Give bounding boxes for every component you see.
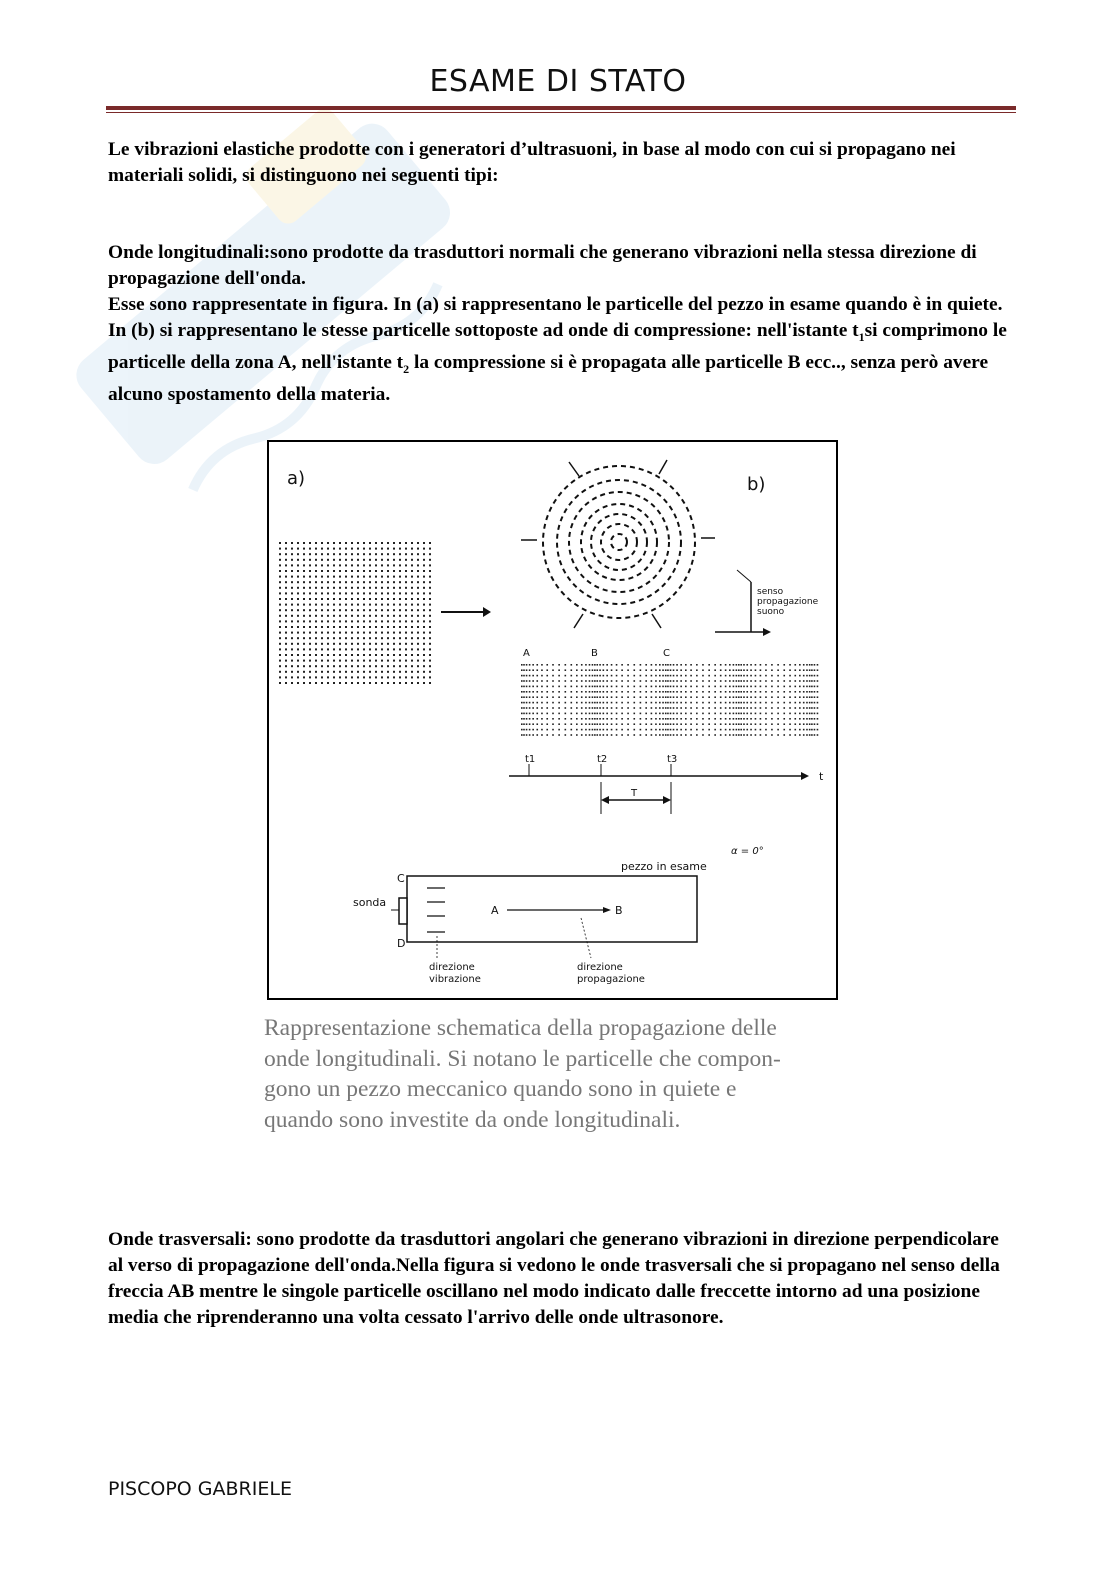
direction-label-1: senso: [757, 587, 784, 597]
point-label-b: B: [615, 904, 623, 917]
concentric-wavefronts: [543, 466, 695, 618]
header-rule-thin: [106, 112, 1016, 113]
longitudinal-text-b: si comprimono le particelle della zona A, nell'istante t: [108, 320, 1007, 373]
label-a: a): [287, 468, 306, 489]
axis-t-label: t: [819, 770, 824, 783]
edge-label-d: D: [397, 937, 406, 950]
header-rule: [106, 106, 1016, 110]
longitudinal-text-a: Esse sono rappresentate in figura. In (a) si rappresentano le particelle del pezzo in esame quando è in quiete. In (b) si rappresentano le stesse particelle sottoposte ad onde di compressione: nell'istante t: [108, 294, 1003, 341]
direction-label-2: propagazione: [757, 597, 819, 607]
longitudinal-definition: Onde longitudinali:sono prodotte da trasduttori normali che generano vibrazioni nella stessa direzione di propagazione dell'onda.: [108, 242, 977, 289]
subscript-2: 2: [403, 361, 410, 376]
longitudinal-paragraph: [108, 240, 1013, 408]
intro-paragraph: Le vibrazioni elastiche prodotte con i generatori d’ultrasuoni, in base al modo con cui si propagano nei materiali solidi, si distinguono nei seguenti tipi:: [108, 139, 956, 186]
time-label-t3: t3: [667, 754, 678, 765]
point-label-a: A: [491, 904, 499, 917]
transversal-paragraph: Onde trasversali: sono prodotte da trasduttori angolari che generano vibrazioni in direzione perpendicolare al verso di propagazione dell'onda.Nella figura si vedono le onde trasversali che si propagano nel senso della freccia AB mentre le singole particelle oscillano nel modo indicato dalle freccette intorno ad una posizione media che riprenderanno una volta cessato l'arrivo delle onde ultrasonore.: [108, 1229, 1000, 1328]
time-label-t2: t2: [597, 754, 608, 765]
time-axis: [509, 754, 824, 814]
figure-drawing: [269, 442, 836, 998]
direction-label-3: suono: [757, 607, 785, 617]
zone-label-c: C: [663, 648, 670, 659]
piece-label: pezzo in esame: [621, 860, 707, 873]
sound-direction-indicator: [715, 570, 819, 636]
propagation-label-1: direzione: [577, 962, 623, 973]
zone-label-b: B: [591, 648, 598, 659]
time-label-t1: t1: [525, 754, 536, 765]
longitudinal-wave-figure: [267, 440, 838, 1000]
vibration-label-1: direzione: [429, 962, 475, 973]
probe-label: sonda: [353, 896, 387, 909]
compressed-particle-grid: [521, 664, 818, 736]
longitudinal-text-c: la compressione si è propagata alle particelle B ecc.., senza però avere alcuno spostamento della materia.: [108, 351, 989, 405]
vibration-arrows: [427, 888, 445, 932]
transition-arrow: [441, 607, 491, 617]
propagation-label-2: propagazione: [577, 974, 645, 985]
footer-author: PISCOPO GABRIELE: [108, 1478, 292, 1500]
figure-caption: Rappresentazione schematica della propagazione delle onde longitudinali. Si notano le particelle che compon- gono un pezzo meccanico quando sono in quiete e quando sono investite da onde longitudinali.: [264, 1015, 781, 1133]
zone-label-a: A: [523, 648, 530, 659]
angle-label: α = 0°: [731, 846, 764, 857]
radial-arrows: [521, 460, 715, 628]
rest-particle-grid: [279, 542, 431, 684]
period-label: T: [631, 788, 638, 799]
test-piece: [407, 876, 697, 942]
probe: [399, 898, 407, 924]
edge-label-c: C: [397, 872, 405, 885]
page-title: ESAME DI STATO: [429, 64, 687, 99]
label-b: b): [747, 474, 766, 495]
subscript-1: 1: [858, 329, 865, 344]
vibration-label-2: vibrazione: [429, 974, 481, 985]
